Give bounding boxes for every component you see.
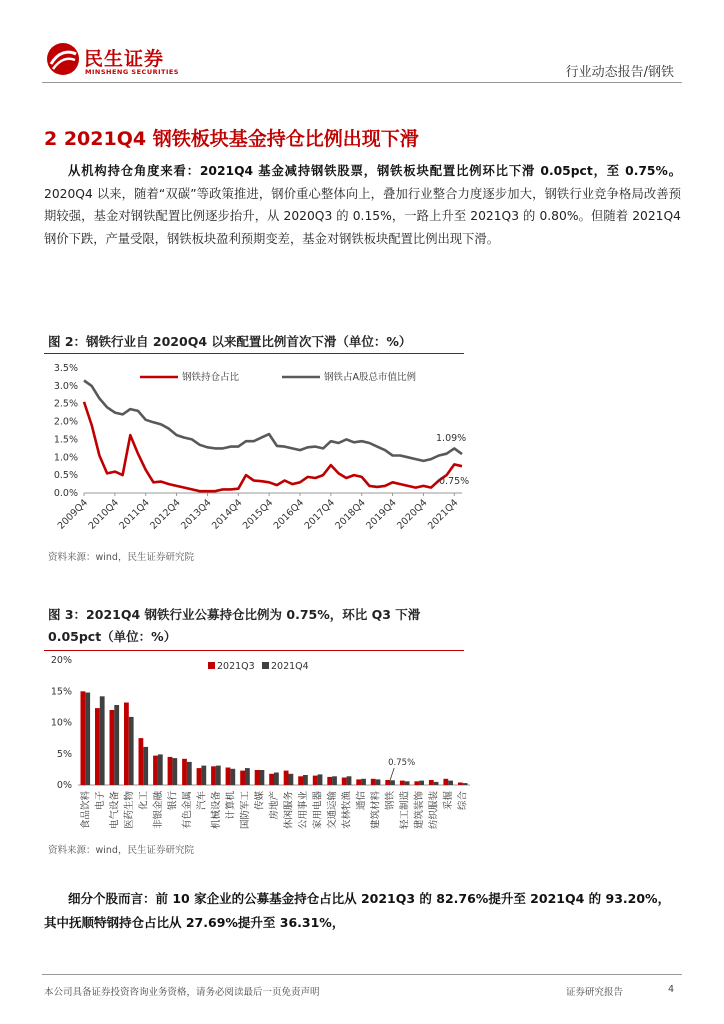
bar-2021q3 bbox=[197, 768, 202, 785]
x-tick-label: 2012Q4 bbox=[148, 497, 183, 532]
category-label: 化工 bbox=[138, 791, 150, 811]
bar-2021q3 bbox=[284, 771, 289, 785]
bar-2021q4 bbox=[434, 782, 439, 785]
category-label: 房地产 bbox=[269, 791, 280, 820]
legend-swatch bbox=[262, 662, 269, 669]
bar-2021q3 bbox=[385, 780, 390, 785]
category-label: 建筑装饰 bbox=[414, 791, 426, 830]
bar-2021q4 bbox=[318, 774, 323, 785]
paragraph-intro-lead: 从机构持仓角度来看：2021Q4 基金减持钢铁股票，钢铁板块配置比例环比下滑 0.05pct，至 0.75%。 bbox=[68, 164, 681, 178]
x-tick-label: 2016Q4 bbox=[271, 497, 307, 532]
bar-2021q3 bbox=[124, 703, 129, 786]
bar-2021q3 bbox=[342, 778, 347, 786]
bar-2021q3 bbox=[327, 777, 332, 785]
bar-2021q4 bbox=[143, 747, 148, 785]
bar-2021q4 bbox=[303, 775, 308, 785]
x-tick-label: 2013Q4 bbox=[179, 497, 214, 532]
series-line-steel-market-cap bbox=[84, 381, 462, 461]
legend-label: 2021Q3 bbox=[217, 661, 255, 672]
y-tick-label: 10% bbox=[50, 717, 72, 729]
figure3-bar-chart bbox=[44, 652, 474, 838]
bar-2021q3 bbox=[95, 708, 100, 785]
bar-2021q4 bbox=[172, 758, 177, 785]
x-tick-label: 2018Q4 bbox=[333, 497, 368, 532]
bar-2021q4 bbox=[361, 779, 366, 785]
legend-label: 钢铁占A股总市值比例 bbox=[324, 372, 416, 383]
bar-2021q3 bbox=[356, 779, 361, 785]
header-divider bbox=[42, 82, 682, 83]
figure3-title-rule bbox=[44, 650, 464, 651]
category-label: 汽车 bbox=[196, 791, 208, 811]
bar-2021q3 bbox=[81, 691, 86, 785]
y-tick-label: 0.5% bbox=[53, 470, 78, 482]
x-tick-label: 2021Q4 bbox=[425, 497, 461, 532]
annotation-pointer bbox=[390, 768, 394, 780]
footer-divider bbox=[42, 974, 682, 975]
x-tick-label: 2011Q4 bbox=[117, 497, 152, 532]
category-label: 建筑材料 bbox=[370, 791, 382, 830]
paragraph-intro bbox=[44, 160, 681, 250]
y-tick-label: 2.0% bbox=[53, 416, 78, 428]
figure2-title-rule bbox=[44, 353, 464, 354]
footer-label: 证券研究报告 bbox=[566, 987, 624, 998]
y-tick-label: 20% bbox=[50, 655, 72, 666]
section-title: 2 2021Q4 钢铁板块基金持仓比例出现下滑 bbox=[44, 128, 419, 150]
bar-2021q4 bbox=[419, 781, 424, 785]
bar-2021q3 bbox=[443, 779, 448, 785]
category-label: 交通运输 bbox=[327, 791, 339, 830]
category-label: 农林牧渔 bbox=[341, 791, 353, 830]
x-tick-label: 2014Q4 bbox=[209, 497, 245, 532]
category-label: 综合 bbox=[457, 791, 469, 811]
bar-2021q4 bbox=[187, 762, 192, 785]
bar-2021q3 bbox=[153, 756, 158, 785]
paragraph-intro-body: 2020Q4 以来，随着“双碳”等政策推进，钢价重心整体向上，叠加行业整合力度逐步加大，钢铁行业竞争格局改善预期较强，基金对钢铁配置比例逐步抬升，从 2020Q3 的 0.15%，一路上升至 2021Q3 的 0.80%。但随着 2021Q4 钢价下跌，产量受限，钢铁板块盈利预期变差，基金对钢铁板块配置比例出现下滑。 bbox=[44, 186, 681, 246]
figure3-title: 图 3：2021Q4 钢铁行业公募持仓比例为 0.75%，环比 Q3 下滑 0.05pct（单位：%） bbox=[48, 607, 421, 644]
report-type: 行业动态报告/钢铁 bbox=[565, 65, 674, 80]
bar-2021q4 bbox=[390, 780, 395, 785]
annotation-label: 0.75% bbox=[388, 758, 416, 768]
category-label: 休闲服务 bbox=[283, 791, 295, 830]
page-number: 4 bbox=[668, 984, 675, 995]
bar-2021q4 bbox=[100, 696, 105, 785]
category-label: 公用事业 bbox=[298, 791, 310, 830]
paragraph-stock-detail: 细分个股而言：前 10 家企业的公募基金持仓占比从 2021Q3 的 82.76%提升至 2021Q4 的 93.20%，其中抚顺特钢持仓占比从 27.69%提升至 36.31%， bbox=[44, 891, 671, 930]
bar-2021q4 bbox=[230, 769, 235, 785]
x-tick-label: 2017Q4 bbox=[302, 497, 337, 532]
y-tick-label: 1.5% bbox=[53, 434, 78, 446]
legend-swatch bbox=[208, 662, 215, 669]
bar-2021q4 bbox=[129, 717, 134, 785]
bar-2021q4 bbox=[114, 705, 119, 785]
bar-2021q3 bbox=[458, 783, 463, 786]
bar-2021q4 bbox=[216, 766, 221, 785]
footer-disclaimer: 本公司具备证券投资咨询业务资格，请务必阅读最后一页免责声明 bbox=[44, 987, 320, 998]
x-tick-label: 2010Q4 bbox=[86, 497, 121, 532]
figure3-source: 资料来源：wind，民生证券研究院 bbox=[48, 845, 194, 856]
category-label: 轻工制造 bbox=[399, 791, 411, 830]
category-label: 采掘 bbox=[443, 791, 455, 811]
logo-english-name: MINSHENG SECURITIES bbox=[85, 68, 179, 76]
bar-2021q3 bbox=[182, 759, 187, 785]
y-tick-label: 3.5% bbox=[53, 363, 78, 374]
figure2-source: 资料来源：wind，民生证券研究院 bbox=[48, 552, 194, 563]
y-tick-label: 3.0% bbox=[53, 380, 78, 392]
bar-2021q4 bbox=[332, 776, 337, 785]
category-label: 非银金融 bbox=[152, 791, 164, 830]
category-label: 食品饮料 bbox=[80, 791, 92, 830]
bar-2021q3 bbox=[371, 779, 376, 785]
bar-2021q4 bbox=[260, 770, 265, 785]
y-tick-label: 0.0% bbox=[53, 488, 78, 499]
y-tick-label: 5% bbox=[56, 748, 72, 760]
x-tick-label: 2015Q4 bbox=[240, 497, 276, 532]
category-label: 传媒 bbox=[254, 791, 266, 811]
bar-2021q3 bbox=[414, 781, 419, 785]
y-tick-label: 0% bbox=[56, 780, 72, 791]
bar-2021q4 bbox=[463, 783, 468, 785]
bar-2021q3 bbox=[168, 757, 173, 785]
bar-2021q4 bbox=[376, 779, 381, 785]
bar-2021q4 bbox=[158, 754, 163, 785]
category-label: 通信 bbox=[356, 791, 368, 811]
x-tick-label: 2020Q4 bbox=[395, 497, 430, 532]
x-tick-label: 2009Q4 bbox=[55, 497, 91, 532]
bar-2021q3 bbox=[429, 780, 434, 785]
bar-2021q3 bbox=[211, 766, 216, 785]
bar-2021q3 bbox=[400, 781, 405, 785]
figure2-title: 图 2：钢铁行业自 2020Q4 以来配置比例首次下滑（单位：%） bbox=[48, 334, 412, 349]
bar-2021q3 bbox=[255, 770, 260, 785]
category-label: 国防军工 bbox=[239, 791, 251, 830]
bar-2021q3 bbox=[110, 710, 115, 785]
category-label: 家用电器 bbox=[312, 791, 324, 830]
category-label: 钢铁 bbox=[385, 791, 397, 811]
category-label: 电气设备 bbox=[109, 791, 121, 830]
x-tick-label: 2019Q4 bbox=[364, 497, 399, 532]
y-tick-label: 1.0% bbox=[53, 452, 78, 464]
bar-2021q3 bbox=[298, 776, 303, 785]
bar-2021q3 bbox=[313, 776, 318, 785]
bar-2021q4 bbox=[405, 781, 410, 785]
annotation-label: 1.09% bbox=[436, 433, 467, 444]
legend-label: 2021Q4 bbox=[271, 661, 309, 672]
category-label: 医药生物 bbox=[123, 791, 135, 830]
bar-2021q3 bbox=[269, 774, 274, 785]
category-label: 银行 bbox=[167, 791, 179, 811]
bar-2021q4 bbox=[347, 776, 352, 785]
y-tick-label: 2.5% bbox=[53, 398, 78, 410]
minsheng-logo-icon bbox=[46, 42, 80, 76]
category-label: 有色金属 bbox=[181, 791, 193, 830]
y-tick-label: 15% bbox=[50, 686, 72, 698]
annotation-label: 0.75% bbox=[439, 476, 470, 487]
category-label: 纺织服装 bbox=[428, 791, 440, 830]
bar-2021q4 bbox=[201, 766, 206, 785]
bar-2021q4 bbox=[289, 774, 294, 785]
category-label: 计算机 bbox=[225, 791, 237, 820]
logo-chinese-name: 民生证券 bbox=[84, 48, 165, 70]
category-label: 电子 bbox=[94, 791, 106, 811]
figure2-line-chart bbox=[44, 356, 474, 546]
bar-2021q4 bbox=[274, 773, 279, 786]
legend-label: 钢铁持仓占比 bbox=[182, 372, 240, 383]
category-label: 机械设备 bbox=[210, 791, 222, 830]
bar-2021q4 bbox=[448, 781, 453, 785]
bar-2021q3 bbox=[240, 771, 245, 785]
bar-2021q4 bbox=[85, 693, 90, 786]
bar-2021q3 bbox=[226, 768, 231, 786]
bar-2021q4 bbox=[245, 768, 250, 785]
bar-2021q3 bbox=[139, 738, 144, 785]
